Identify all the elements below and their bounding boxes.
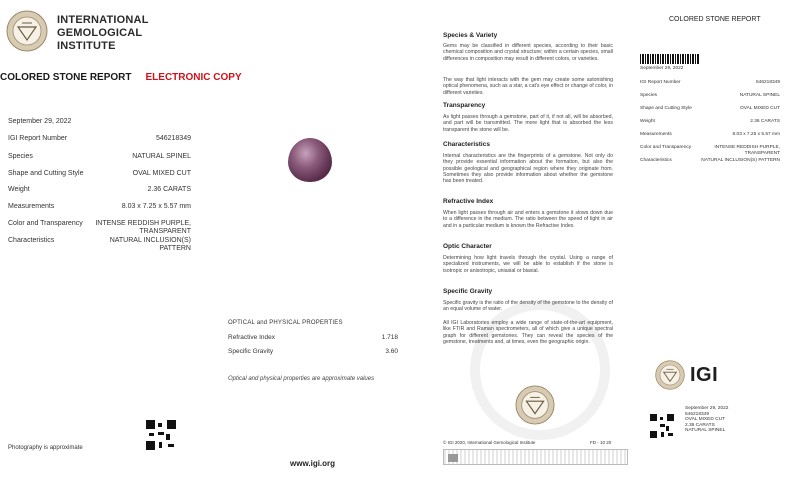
summary-card	[630, 0, 790, 480]
card-value: 8.03 x 7.25 x 5.57 mm	[732, 132, 780, 137]
field-value: 546218349	[155, 135, 191, 142]
security-strip	[443, 449, 628, 465]
field-label: Shape and Cutting Style	[8, 170, 84, 177]
specific-gravity-row	[228, 348, 398, 355]
section-body: Gems may be classified in different species, according to their basic chemical composition and crystal structure; within a certain species, small differences in composition may result in different colors, or varieties.	[443, 43, 613, 62]
property-value: 1.718	[381, 334, 398, 341]
field-label: Characteristics	[8, 237, 55, 244]
section-heading: Characteristics	[443, 141, 490, 148]
section-heading: Optic Character	[443, 243, 492, 250]
card-label: Measurements	[640, 132, 672, 137]
summary-line: OVAL MIXED CUT	[685, 417, 725, 423]
section-heading: Species & Variety	[443, 32, 498, 39]
section-body: Specific gravity is the ratio of the density of the gemstone to the density of an equal volume of water.	[443, 300, 613, 313]
info-page	[430, 0, 630, 480]
igi-logo-text: IGI	[690, 364, 719, 386]
copyright-text: © IGI 2020, International Gemological Institute	[443, 440, 536, 445]
property-label: Refractive Index	[228, 334, 275, 341]
optical-properties-title: OPTICAL and PHYSICAL PROPERTIES	[228, 320, 343, 326]
field-value: NATURAL INCLUSION(S) PATTERN	[109, 237, 191, 252]
summary-line: 546218349	[685, 411, 710, 417]
field-value: 8.03 x 7.25 x 5.57 mm	[121, 203, 191, 210]
form-code: FD - 10 20	[590, 440, 612, 445]
card-label: Color and Transparency	[640, 145, 692, 150]
igi-seal-icon	[655, 360, 685, 390]
section-body: Internal characteristics are the fingerprints of a gemstone. Not only do they provide essential information about the formation, but also the possible geological and geographical region where they originate from. Sometimes they also provide information about whether the gemstone has been treated.	[443, 153, 613, 185]
summary-line: 2.36 CARATS	[685, 422, 715, 428]
security-strip-icon	[448, 454, 458, 462]
approximate-values-note: Optical and physical properties are approximate values	[228, 376, 375, 382]
section-body: When light passes through air and enters a gemstone it slows down due to a difference in the medium. The ratio between the speed of light in air and in a particular medium is known the Refractive Index.	[443, 210, 613, 229]
field-value: NATURAL SPINEL	[132, 153, 191, 160]
field-label: September 29, 2022	[8, 118, 72, 125]
section-heading: Refractive Index	[443, 198, 494, 205]
section-body: All IGI Laboratories employ a wide range of state-of-the-art equipment, like FTIR and Raman spectrometers, all of which give a unique spectral graph for different gemstones. They can reveal the species of the gemstone, treatments and, at times, even the geographic origin.	[443, 320, 613, 345]
org-name-line: INTERNATIONAL	[57, 14, 149, 26]
summary-line: NATURAL SPINEL	[685, 428, 726, 434]
card-value: 546218349	[755, 80, 780, 85]
org-name-line: INSTITUTE	[57, 40, 116, 52]
gemstone-photo	[288, 138, 332, 182]
card-label: Characteristics	[640, 158, 672, 163]
qr-code[interactable]	[650, 414, 674, 438]
refractive-index-row	[228, 334, 398, 341]
report-title	[0, 72, 242, 83]
website-link[interactable]: www.igi.org	[290, 459, 336, 468]
card-label: IGI Report Number	[640, 80, 681, 85]
card-title: COLORED STONE REPORT	[669, 16, 761, 23]
organization-name	[57, 14, 149, 53]
qr-code[interactable]	[146, 420, 176, 450]
igi-seal-icon	[6, 10, 48, 52]
section-body: Determining how light travels through the crystal. Using a range of specialized instruments, we will be able to establish if the stone is isotropic or anisotropic, uniaxial or biaxial.	[443, 255, 613, 274]
report-photo-page	[215, 0, 430, 480]
card-summary	[685, 406, 728, 434]
card-date: September 29, 2022	[640, 66, 684, 71]
card-value: 2.36 CARATS	[750, 119, 780, 124]
electronic-copy-label: ELECTRONIC COPY	[145, 72, 242, 83]
field-label: IGI Report Number	[8, 135, 68, 142]
field-label: Species	[8, 153, 33, 160]
property-value: 3.60	[385, 348, 398, 355]
section-body: As light passes through a gemstone, part of it, if not all, will be absorbed, and part will be transmitted. The more light that is absorbed the less transparent the stone will be.	[443, 114, 613, 133]
report-title-text: COLORED STONE REPORT	[0, 72, 132, 83]
section-heading: Transparency	[443, 102, 486, 109]
card-label: Weight	[640, 119, 655, 124]
summary-line: September 29, 2022	[685, 406, 729, 411]
field-label: Color and Transparency	[8, 220, 83, 227]
card-value: OVAL MIXED CUT	[740, 106, 780, 111]
report-main-page	[0, 0, 242, 480]
field-value: INTENSE REDDISH PURPLE, TRANSPARENT	[95, 220, 191, 235]
field-value: 2.36 CARATS	[147, 186, 191, 193]
card-value: NATURAL SPINEL	[739, 93, 780, 98]
field-label: Measurements	[8, 203, 55, 210]
field-label: Weight	[8, 186, 30, 193]
photography-note: Photography is approximate	[8, 445, 83, 451]
card-value: NATURAL INCLUSION(S) PATTERN	[701, 158, 780, 163]
section-heading: Specific Gravity	[443, 288, 493, 295]
section-body: The way that light interacts with the gem may create some astonishing optical phenomena, such as a star, a cat's eye effect or change of color, in different varieties.	[443, 77, 613, 96]
barcode	[640, 54, 700, 64]
card-label: Shape and Cutting Style	[640, 106, 692, 111]
field-value: OVAL MIXED CUT	[132, 170, 191, 177]
card-label: Species	[640, 93, 658, 98]
property-label: Specific Gravity	[228, 348, 274, 355]
igi-seal-icon	[515, 385, 555, 425]
org-name-line: GEMOLOGICAL	[57, 27, 143, 39]
card-value: INTENSE REDDISH PURPLE, TRANSPARENT	[714, 145, 780, 156]
